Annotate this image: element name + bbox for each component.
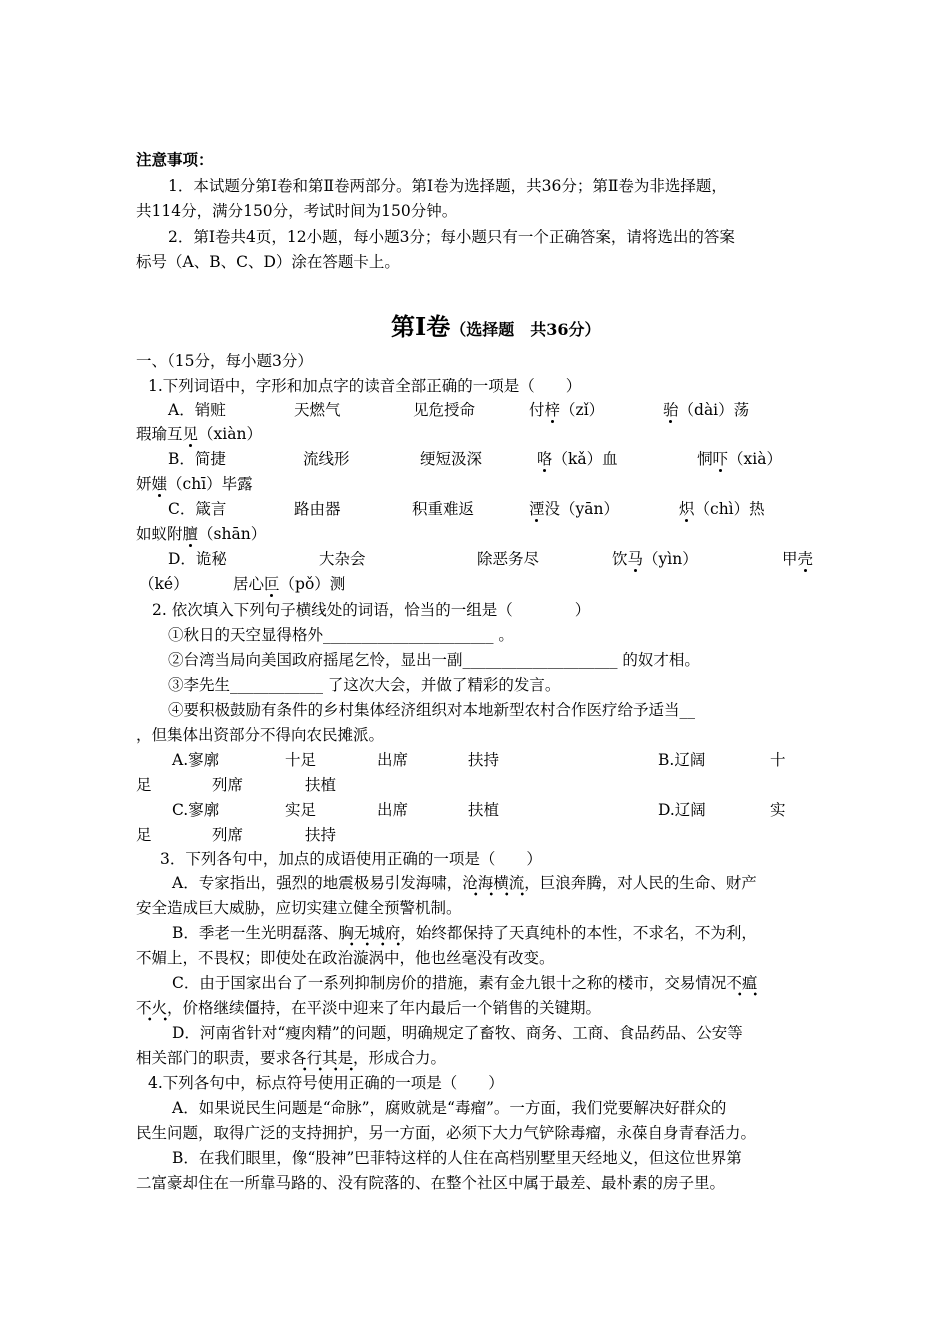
q2-a-label: A.寥廓 [172, 751, 220, 769]
q2-a-word2: 十足 [285, 751, 317, 769]
q1-b-word6: 妍媸（chī）毕露 [136, 475, 253, 493]
q2-sentence-4-cont: ，但集体出资部分不得向农民摊派。 [136, 726, 385, 744]
q2-d-word3: 列席 [212, 826, 244, 844]
q2-sentence-2: ②台湾当局向美国政府摇尾乞怜，显出一副____________________ 的奴才相。 [168, 651, 700, 669]
q1-b-word5: 恫吓（xià） [697, 450, 782, 468]
q1-d-word5: 甲壳 [782, 550, 814, 568]
q1-d-word4: 饮马（yìn） [612, 550, 698, 568]
q1-c-word4: 湮没（yān） [529, 500, 619, 518]
q1-c-word6: 如蚁附膻（shān） [136, 525, 267, 543]
section-title-sub: （选择题 共36分） [450, 320, 601, 339]
q2-c-word4: 扶植 [468, 801, 500, 819]
q1-b-word2: 流线形 [303, 450, 350, 468]
q2-c-word2: 实足 [285, 801, 317, 819]
q3-a-idiom: 沧海横流 [462, 874, 524, 896]
q2-d-word2-part2: 足 [136, 826, 152, 844]
q2-stem: 2. 依次填入下列句子横线处的词语，恰当的一组是（ ） [152, 601, 591, 619]
note-1-line-2: 共114分，满分150分，考试时间为150分钟。 [136, 202, 458, 220]
q2-b-word2-part1: 十 [770, 751, 786, 769]
q1-c-word2: 路由器 [294, 500, 341, 518]
q2-c-word3: 出席 [377, 801, 409, 819]
q1-b-word3: 绠短汲深 [420, 450, 483, 468]
q3-a-line-1: A．专家指出，强烈的地震极易引发海啸，沧海横流，巨浪奔腾，对人民的生命、财产 [172, 873, 757, 893]
q3-d-idiom: 各行其是 [291, 1049, 353, 1071]
q2-c-label: C.寥廓 [172, 801, 220, 819]
q3-stem: 3．下列各句中，加点的成语使用正确的一项是（ ） [160, 850, 542, 868]
q1-d-word5-pinyin: （ké） [139, 575, 189, 593]
q1-d-word6: 居心叵（pǒ）测 [233, 575, 346, 593]
q2-sentence-1: ①秋日的天空显得格外______________________ 。 [168, 626, 514, 644]
note-2-line-1: 2．第Ⅰ卷共4页，12小题，每小题3分；每小题只有一个正确答案，请将选出的答案 [168, 228, 735, 246]
q3-d-line-1: D．河南省针对“瘦肉精”的问题，明确规定了畜牧、商务、工商、食品药品、公安等 [172, 1024, 743, 1042]
q1-c-word5: 炽（chì）热 [679, 500, 765, 518]
q1-c-word3: 积重难返 [412, 500, 475, 518]
q1-a-word6: 瑕瑜互见（xiàn） [136, 425, 262, 443]
q3-c-idiom-part1: 不瘟 [726, 974, 757, 996]
q2-b-word2-part2: 足 [136, 776, 152, 794]
q3-a-line-2: 安全造成巨大威胁，应切实建立健全预警机制。 [136, 899, 462, 917]
q3-b-idiom: 胸无城府 [338, 924, 400, 946]
note-1-line-1: 1．本试题分第Ⅰ卷和第Ⅱ卷两部分。第Ⅰ卷为选择题，共36分；第Ⅱ卷为非选择题， [168, 177, 727, 195]
q4-b-line-1: B．在我们眼里，像“股神”巴菲特这样的人住在高档别墅里天经地义，但这位世界第 [172, 1149, 742, 1167]
q1-b-word4: 咯（kǎ）血 [537, 450, 618, 468]
q1-d-word2: 大杂会 [319, 550, 366, 568]
q3-b-line-1: B．季老一生光明磊落、胸无城府，始终都保持了天真纯朴的本性，不求名，不为利， [172, 923, 757, 943]
note-2-line-2: 标号（A、B、C、D）涂在答题卡上。 [136, 253, 400, 271]
q4-a-line-1: A．如果说民生问题是“命脉”，腐败就是“毒瘤”。一方面，我们党要解决好群众的 [172, 1099, 727, 1117]
q1-a-label: A．销赃 [168, 401, 226, 419]
q2-b-word4: 扶植 [305, 776, 337, 794]
q1-a-word3: 见危授命 [413, 401, 476, 419]
q1-d-label: D．诡秘 [168, 550, 227, 568]
q4-stem: 4.下列各句中，标点符号使用正确的一项是（ ） [148, 1074, 504, 1092]
q3-c-line-1: C．由于国家出台了一系列抑制房价的措施，素有金九银十之称的楼市，交易情况不瘟 [172, 973, 757, 993]
q2-sentence-4: ④要积极鼓励有条件的乡村集体经济组织对本地新型农村合作医疗给予适当__ [168, 701, 696, 719]
q2-d-word2-part1: 实 [770, 801, 786, 819]
q1-c-label: C．箴言 [168, 500, 227, 518]
q2-b-label: B.辽阔 [658, 751, 706, 769]
q3-c-line-2: 不火，价格继续僵持，在平淡中迎来了年内最后一个销售的关键期。 [136, 998, 601, 1018]
q1-stem: 1.下列词语中，字形和加点字的读音全部正确的一项是（ ） [148, 377, 582, 395]
q1-d-word3: 除恶务尽 [477, 550, 540, 568]
q3-b-line-2: 不媚上，不畏权；即使处在政治漩涡中，他也丝毫没有改变。 [136, 949, 555, 967]
part-1-heading: 一、（15分，每小题3分） [136, 352, 313, 370]
q4-a-line-2: 民生问题，取得广泛的支持拥护，另一方面，必须下大力气铲除毒瘤，永葆自身青春活力。 [136, 1124, 757, 1142]
q2-a-word3: 出席 [377, 751, 409, 769]
section-title [391, 312, 601, 345]
q3-d-line-2: 相关部门的职责，要求各行其是，形成合力。 [136, 1048, 446, 1068]
q2-d-word4: 扶持 [305, 826, 337, 844]
q1-a-word4: 付梓（zǐ） [529, 401, 605, 419]
q4-b-line-2: 二富豪却住在一所靠马路的、没有院落的、在整个社区中属于最差、最朴素的房子里。 [136, 1174, 726, 1192]
q3-c-idiom-part2: 不火 [136, 999, 167, 1021]
q2-sentence-3: ③李先生____________ 了这次大会，并做了精彩的发言。 [168, 676, 561, 694]
q1-b-label: B．简捷 [168, 450, 226, 468]
q2-a-word4: 扶持 [468, 751, 500, 769]
section-title-main: 第Ⅰ卷 [391, 312, 451, 341]
notes-heading: 注意事项： [136, 150, 214, 169]
q2-d-label: D.辽阔 [658, 801, 706, 819]
q2-b-word3: 列席 [212, 776, 244, 794]
q1-a-word2: 天燃气 [294, 401, 341, 419]
q1-a-word5: 骀（dài）荡 [663, 401, 750, 419]
